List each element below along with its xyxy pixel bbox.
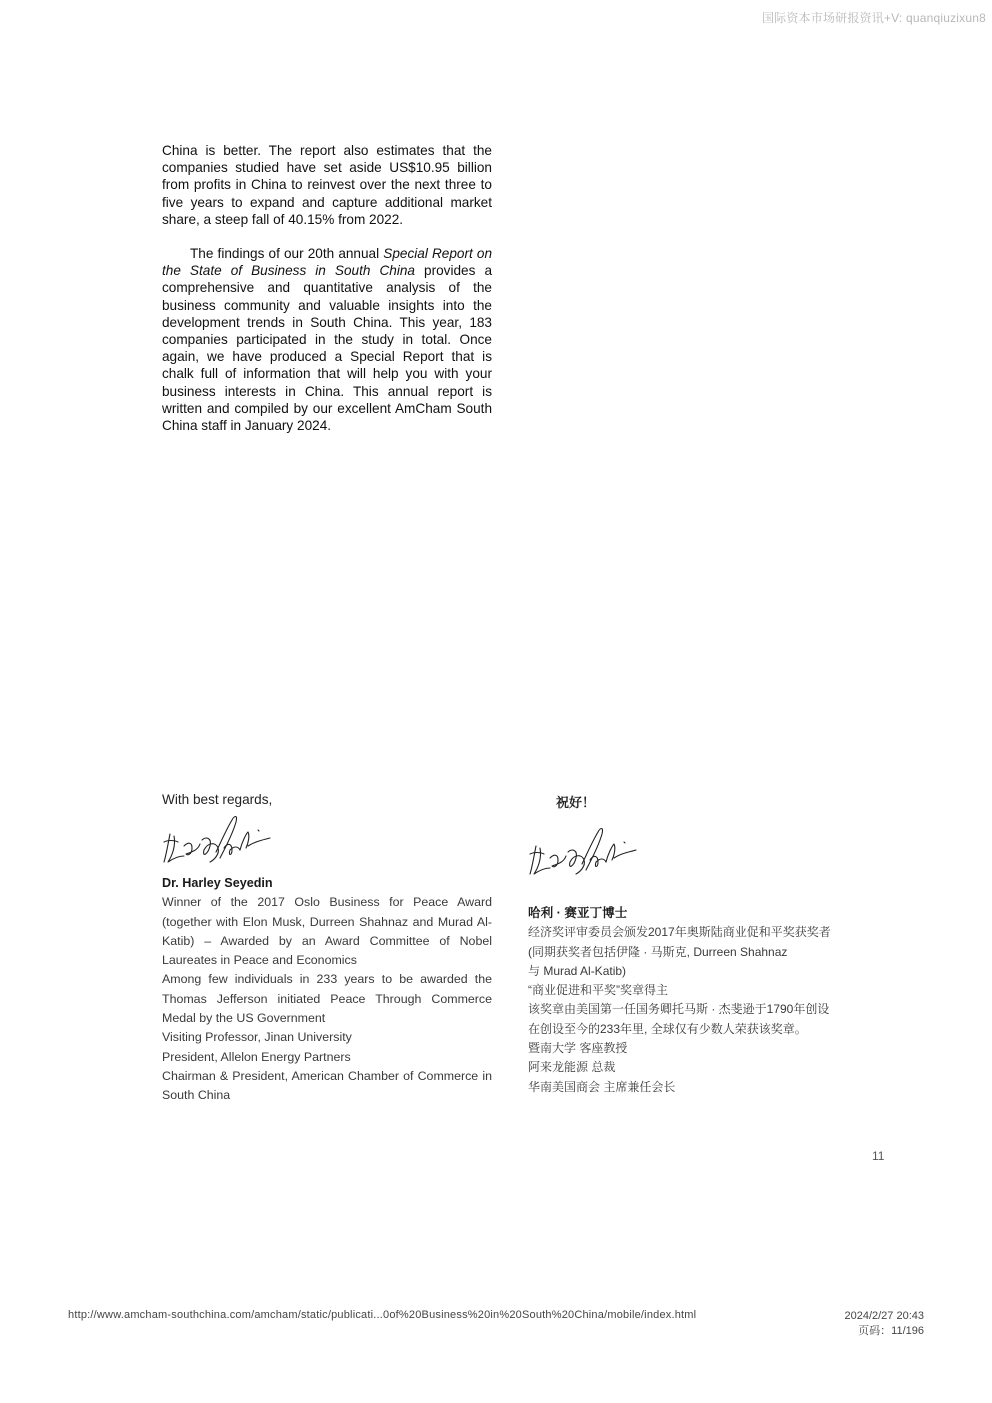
bio-en-line-president: President, Allelon Energy Partners xyxy=(162,1049,351,1064)
bio-zh xyxy=(528,904,868,1097)
signature-image-en xyxy=(158,812,274,874)
closing-en: With best regards, xyxy=(162,792,273,807)
bio-en-line-award: Winner of the 2017 Oslo Business for Peace Award (together with Elon Musk, Durreen Shahnaz and Murad Al-Katib) – Awarded by an Award Committee of Nobel Laureates in Peace and Economics xyxy=(162,895,492,968)
bio-zh-line-3: 与 Murad Al-Katib) xyxy=(528,963,627,978)
footer-datetime: 2024/2/27 20:43 xyxy=(844,1310,924,1322)
paragraph-2-start: The findings of our 20th annual xyxy=(190,246,384,262)
bio-en-line-professor: Visiting Professor, Jinan University xyxy=(162,1030,352,1045)
bio-zh-line-7: 暨南大学 客座教授 xyxy=(528,1041,628,1056)
bio-en-line-medal: Among few individuals in 233 years to be awarded the Thomas Jefferson initiated Peace Through Commerce Medal by the US Government xyxy=(162,972,492,1026)
bio-zh-line-4: “商业促进和平奖”奖章得主 xyxy=(528,983,668,998)
footer-page-label: 页码：11/196 xyxy=(858,1325,924,1337)
paragraph-2 xyxy=(162,245,492,434)
footer-url: http://www.amcham-southchina.com/amcham/static/publicati...0of%20Business%20in%20South%20China/mobile/index.html xyxy=(68,1309,697,1321)
paragraph-2-end: provides a comprehensive and quantitative analysis of the business community and valuable insights into the development trends in South China. This year, 183 companies participated in the study in total. Once again, we have produced a Special Report that is chalk full of information that will help you with your business interests in China. This annual report is written and compiled by our excellent AmCham South China staff in January 2024. xyxy=(162,263,492,434)
signatory-name-zh: 哈利 · 赛亚丁博士 xyxy=(528,906,628,920)
bio-en-line-chairman: Chairman & President, American Chamber of Commerce in South China xyxy=(162,1068,492,1103)
signatory-name-en: Dr. Harley Seyedin xyxy=(162,876,273,890)
bio-zh-line-5: 该奖章由美国第一任国务卿托马斯 · 杰斐逊于1790年创设 xyxy=(528,1002,830,1017)
footer-meta xyxy=(844,1309,924,1339)
bio-zh-line-1: 经济奖评审委员会颁发2017年奥斯陆商业促和平奖获奖者 xyxy=(528,925,831,940)
bio-en xyxy=(162,874,492,1106)
signature-image-zh xyxy=(524,824,640,886)
report-title-italic: Special Report on the State of Business in South China xyxy=(162,246,493,279)
body-text xyxy=(162,142,492,434)
bio-zh-line-9: 华南美国商会 主席兼任会长 xyxy=(528,1079,676,1094)
page-number: 11 xyxy=(872,1149,885,1163)
paragraph-1: China is better. The report also estimates that the companies studied have set aside US$10.95 billion from profits in China to reinvest over the next three to five years to expand and capture additional market share, a steep fall of 40.15% from 2022. xyxy=(162,143,492,227)
bio-zh-line-2: (同期获奖者包括伊隆 · 马斯克, Durreen Shahnaz xyxy=(528,944,788,959)
bio-zh-line-8: 阿来龙能源 总裁 xyxy=(528,1060,616,1075)
closing-zh: 祝好！ xyxy=(556,795,596,810)
bio-zh-line-6: 在创设至今的233年里, 全球仅有少数人荣获该奖章。 xyxy=(528,1021,807,1036)
watermark-text: 国际资本市场研报资讯+V: quanqiuzixun8 xyxy=(761,11,986,25)
